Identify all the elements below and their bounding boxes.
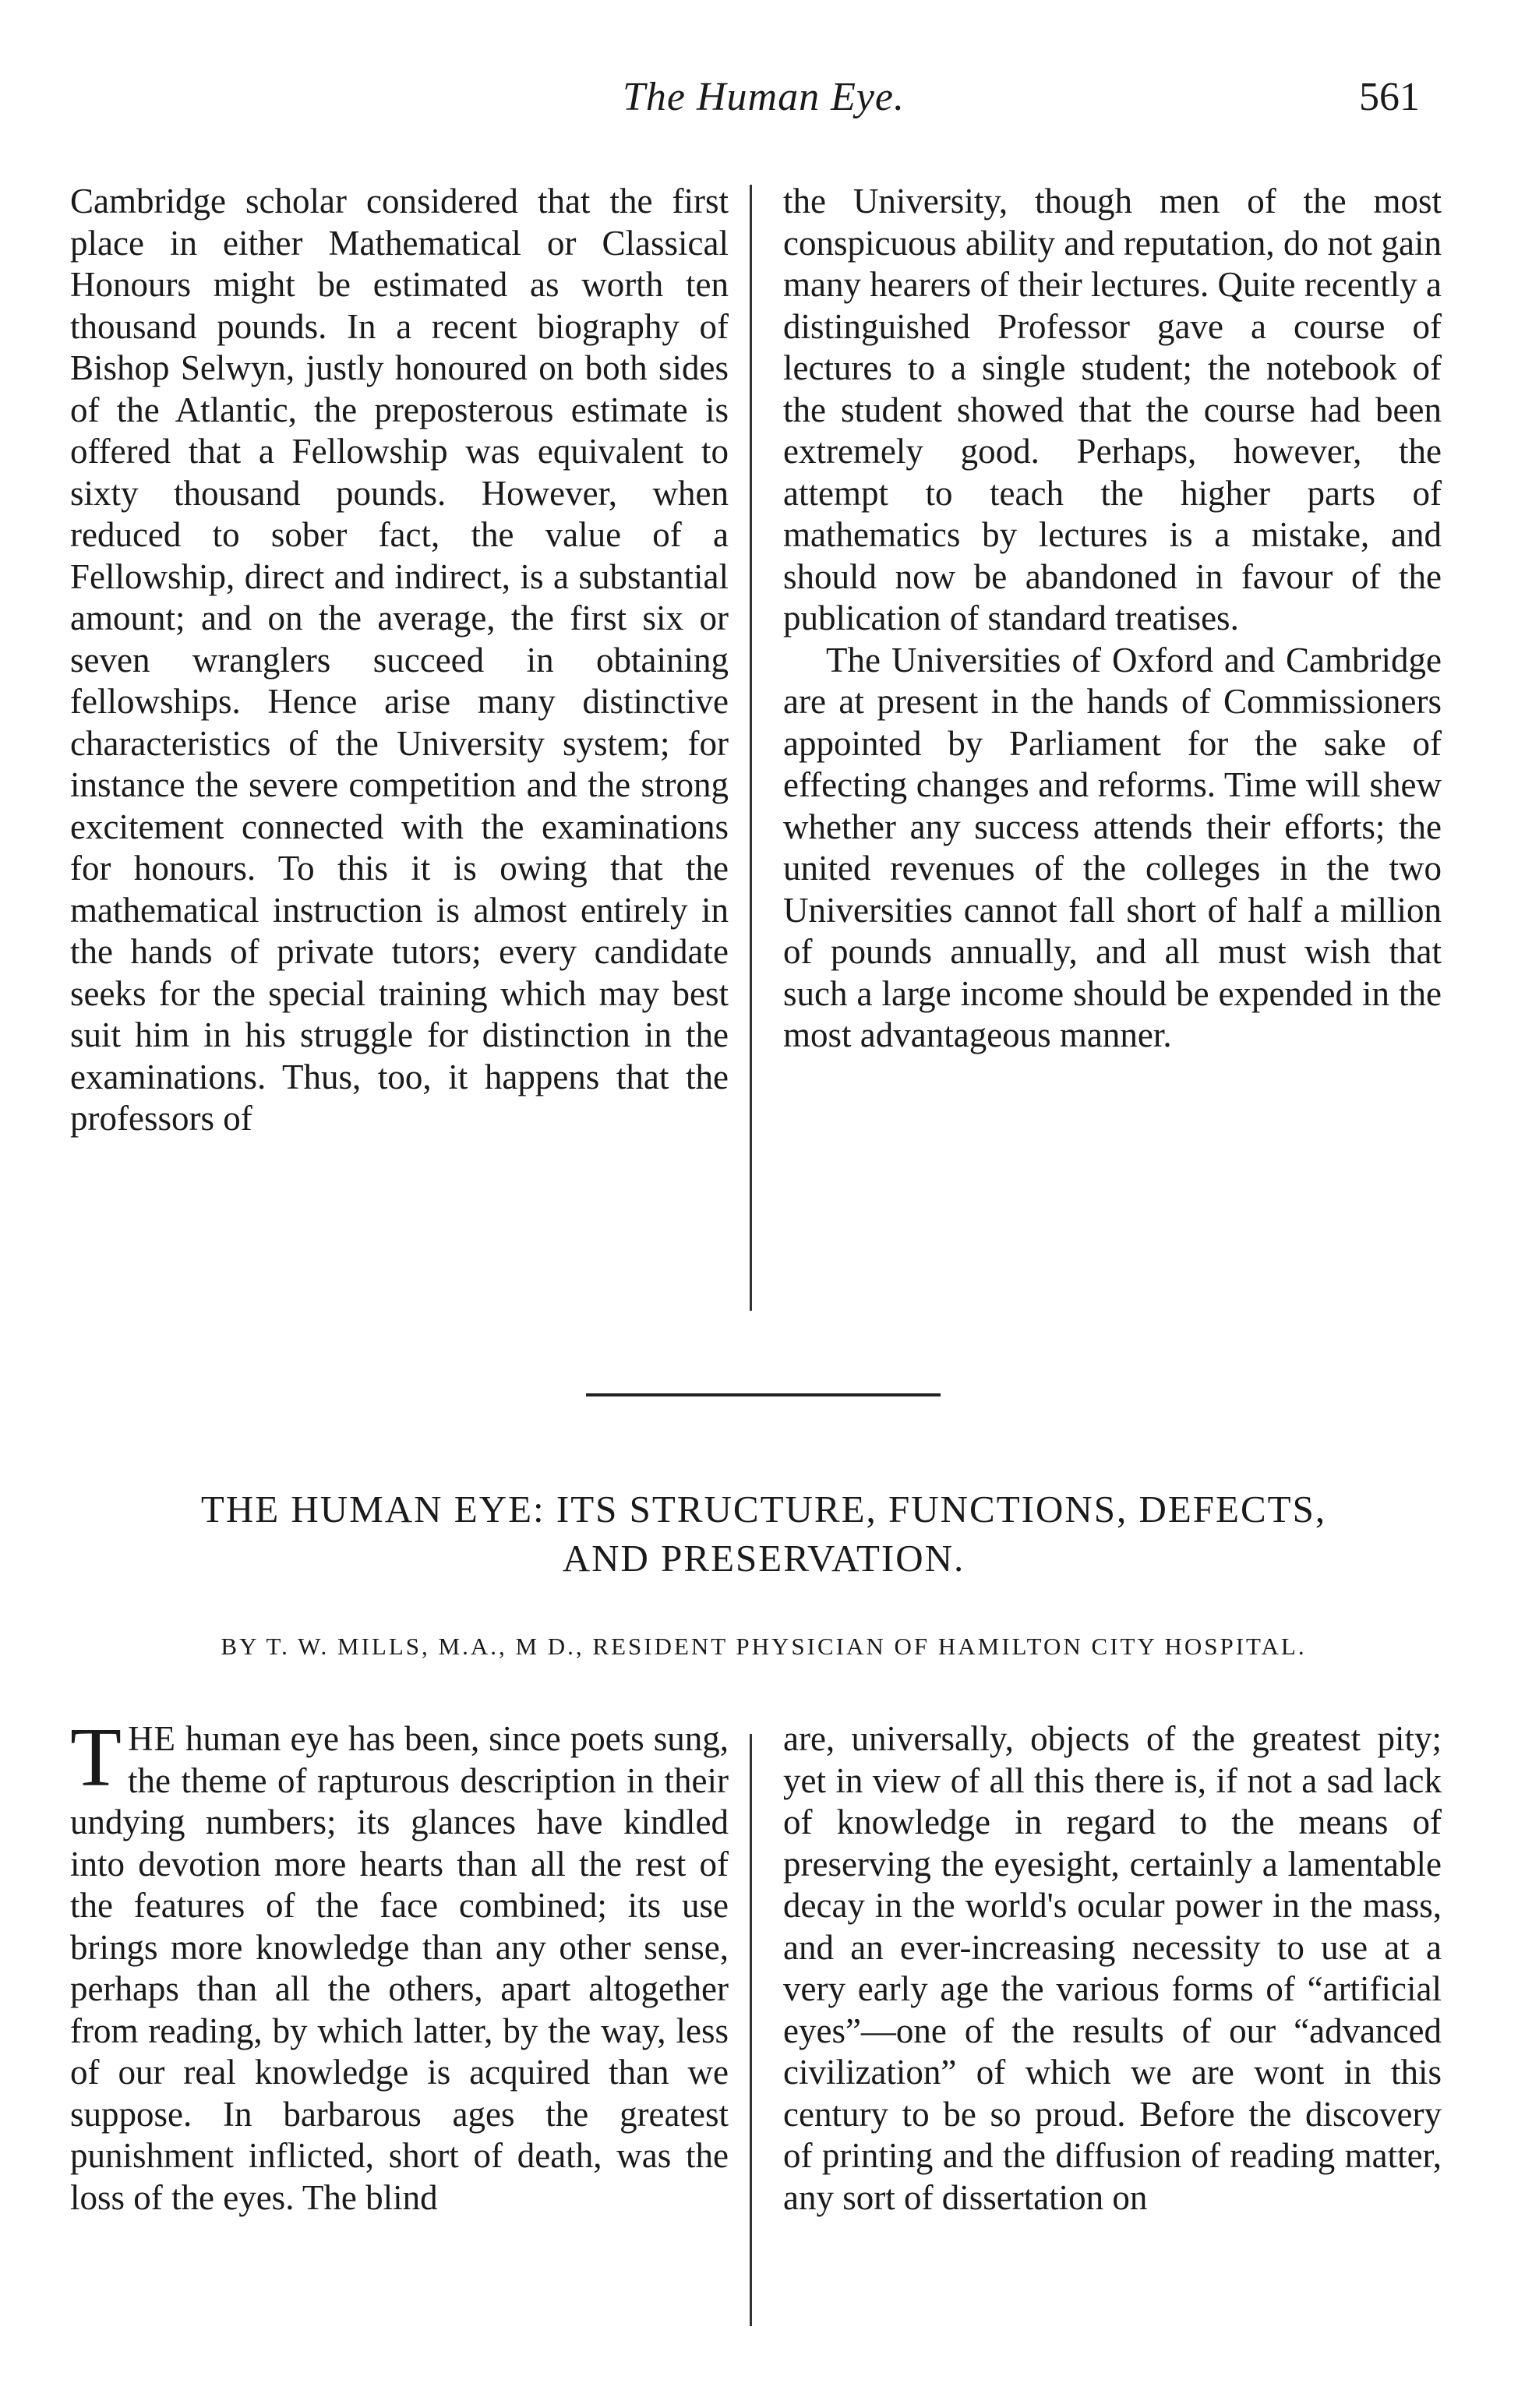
article-columns: [70, 1711, 1442, 2357]
article-opening-paragraph: [70, 1711, 729, 2219]
running-head: [0, 74, 1525, 136]
running-title: The Human Eye.: [622, 75, 905, 119]
previous-article-left-column: [70, 181, 729, 1140]
column-divider: [750, 1734, 752, 2326]
article-right-paragraph: are, universally, objects of the greatest pity; yet in view of all this there is, if not a sad lack of knowledge in regard to the means of preserving the eyesight, certainly a lamentable decay in the world's ocular power in the mass, and an ever-increasing necessity to use at a very early age the various forms of “artificial eyes”—one of the results of our “advanced civilization” of which we are wont in this century to be so proud. Before the discovery of printing and the diffusion of reading matter, any sort of dissertation on: [783, 1719, 1442, 2217]
article-title: [70, 1485, 1457, 1583]
previous-article-right-paragraph-2: The Universities of Oxford and Cambridge are at present in the hands of Commissioners appointed by Parliament for the sake of effecting changes and reforms. Time will shew whether any success attends their efforts; the united revenues of the colleges in the two Universities cannot fall short of half a million of pounds annually, and all must wish that such a large income should be expended in the most advantageous manner.: [783, 640, 1442, 1054]
article-right-column: [783, 1718, 1442, 2219]
section-divider: [586, 1393, 941, 1396]
lead-word: HE: [127, 1719, 176, 1758]
article-byline: BY T. W. MILLS, M.A., M D., RESIDENT PHYSICIAN OF HAMILTON CITY HOSPITAL.: [221, 1633, 1307, 1660]
previous-article-right-column: [783, 181, 1442, 1057]
previous-article-columns: [70, 181, 1442, 1334]
previous-article-right-paragraph-1: the University, though men of the most conspicuous ability and reputation, do not gain many hearers of their lectures. Quite recently a distinguished Professor gave a course of lectures to a single student; the notebook of the student showed that the course had been extremely good. Perhaps, however, the attempt to teach the higher parts of mathematics by lectures is a mistake, and should now be abandoned in favour of the publication of standard treatises.: [783, 182, 1442, 637]
article-title-line-1: THE HUMAN EYE: ITS STRUCTURE, FUNCTIONS, DEFECTS,: [200, 1488, 1327, 1531]
page-number: 561: [1359, 75, 1420, 119]
column-divider: [750, 185, 752, 1311]
article-title-line-2: AND PRESERVATION.: [562, 1537, 965, 1580]
article-left-column: [70, 1711, 729, 2219]
previous-article-left-paragraph: Cambridge scholar considered that the first place in either Mathematical or Classical Honours might be estimated as worth ten thousand pounds. In a recent biography of Bishop Selwyn, justly honoured on both sides of the Atlantic, the preposterous estimate is offered that a Fellowship was equivalent to sixty thousand pounds. However, when reduced to sober fact, the value of a Fellowship, direct and indirect, is a substantial amount; and on the average, the first six or seven wranglers succeed in obtaining fellowships. Hence arise many distinctive characteristics of the University system; for instance the severe competition and the strong excitement connected with the examinations for honours. To this it is owing that the mathematical instruction is almost entirely in the hands of private tutors; every candidate seeks for the special training which may best suit him in his struggle for distinction in the examinations. Thus, too, it happens that the professors of: [70, 182, 729, 1138]
article-left-text: human eye has been, since poets sung, the theme of rapturous description in their undying numbers; its glances have kindled into devotion more hearts than all the rest of the features of the face combined; its use brings more knowledge than any other sense, perhaps than all the others, apart altogether from reading, by which latter, by the way, less of our real knowledge is acquired than we suppose. In barbarous ages the greatest punishment inflicted, short of death, was the loss of the eyes. The blind: [70, 1719, 729, 2217]
drop-cap: T: [70, 1711, 122, 1804]
